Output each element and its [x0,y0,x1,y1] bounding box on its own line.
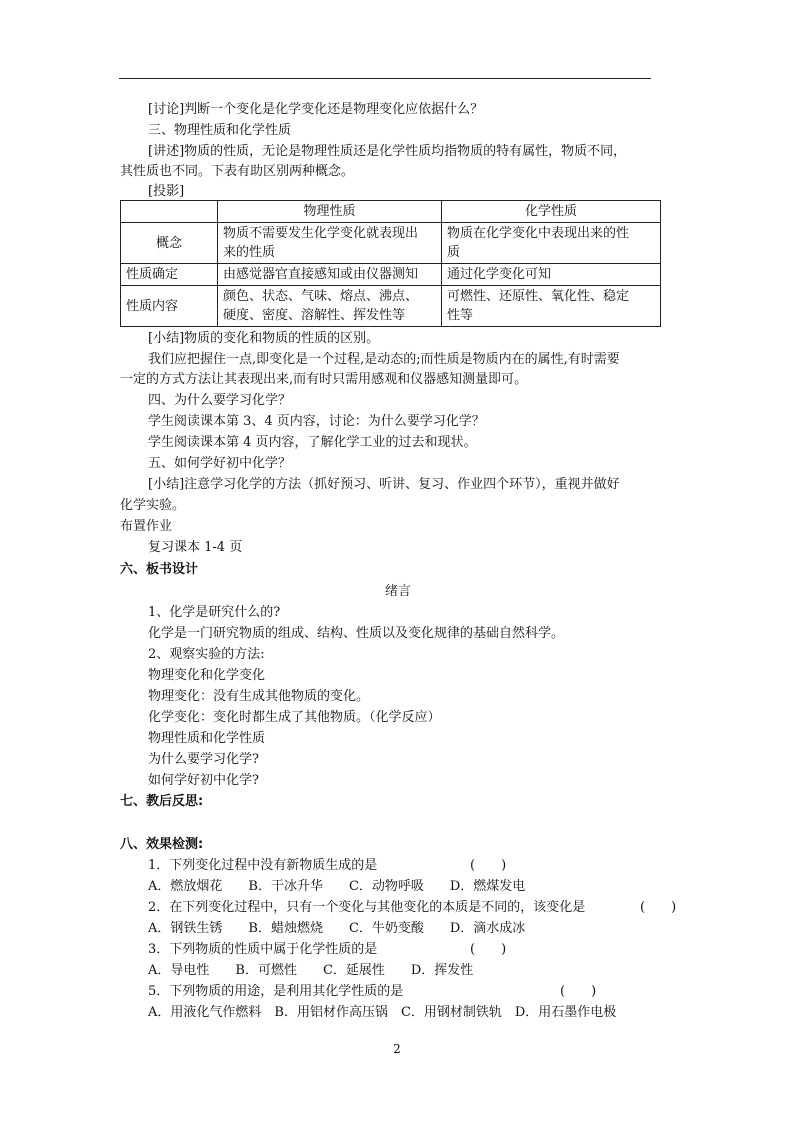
cell-line: 质 [447,245,461,260]
page-number: 2 [393,1042,401,1056]
section-heading-assessment: 八、效果检测: [120,837,204,852]
section-heading-board-design: 六、板书设计 [120,562,199,577]
quiz-line: A．导电性 B．可燃性 C．延展性 D．挥发性 [148,963,474,978]
text-line: [投影] [148,184,185,199]
table-row [121,264,661,286]
text-line: 五、如何学好初中化学？ [148,456,292,471]
quiz-line: 2．在下列变化过程中，只有一个变化与其他变化的本质是不同的，该变化是 [148,900,586,915]
cell-line: 由感觉器官直接感知或由仪器测知 [223,267,419,282]
table-cell [218,286,442,327]
text-line: [小结]物质的变化和物质的性质的区别。 [148,331,380,346]
section-heading-reflection: 七、教后反思: [120,794,204,809]
text-line: [小结]注意学习化学的方法（抓好预习、听讲、复习、作业四个环节），重视并做好 [148,477,620,492]
cell-line: 通过化学变化可知 [447,267,552,282]
quiz-line: ( ) [470,942,507,957]
table-row-label: 性质内容 [121,286,218,327]
text-line: 一定的方式方法让其表现出来,而有时只需用感观和仪器感知测量即可。 [120,372,528,387]
text-line: 三、物理性质和化学性质 [148,123,292,138]
cell-line: 颜色、状态、气味、熔点、沸点、 [223,289,419,304]
board-line: 物理性质和化学性质 [148,731,266,746]
quiz-line: ( ) [470,858,507,873]
table-cell [442,264,661,286]
text-line: [讲述]物质的性质，无论是物理性质还是化学性质均指物质的特有属性，物质不同， [148,144,627,159]
board-line: 2、观察实验的方法: [148,647,265,662]
text-line: [讨论]判断一个变化是化学变化还是物理变化应依据什么？ [148,102,484,117]
table-row [121,223,661,264]
quiz-line: A．用液化气作燃料 B．用铝材作高压锅 C．用钢材制铁轨 D．用石墨作电极 [148,1005,617,1020]
text-line: 复习课本 1-4 页 [148,540,243,555]
quiz-line: ( ) [640,900,677,915]
board-line: 化学是一门研究物质的组成、结构、性质以及变化规律的基础自然科学。 [148,626,565,641]
quiz-line: ( ) [560,984,597,999]
board-line: 化学变化：变化时都生成了其他物质。（化学反应） [148,710,441,725]
table-cell [218,223,442,264]
table-header-cell [121,201,218,223]
table-row [121,286,661,327]
board-line: 1、化学是研究什么的? [148,605,281,620]
text-line: 学生阅读课本第 4 页内容，了解化学工业的过去和现状。 [148,435,477,450]
cell-line: 物质不需要发生化学变化就表现出 [223,226,419,241]
text-line: 其性质也不同。下表有助区别两种概念。 [120,164,355,179]
board-line: 为什么要学习化学? [148,752,259,767]
header-rule [119,78,651,79]
cell-line: 来的性质 [223,245,276,260]
cell-line: 可燃性、还原性、氧化性、稳定 [447,289,630,304]
table-row-label: 性质确定 [121,264,218,286]
table-cell [442,223,661,264]
board-line: 绪言 [385,584,412,599]
table-cell [218,264,442,286]
quiz-line: 5．下列物质的用途，是利用其化学性质的是 [148,984,404,999]
board-line: 如何学好初中化学? [148,773,259,788]
table-header-row [121,201,661,223]
quiz-line: A．燃放烟花 B．干冰升华 C．动物呼吸 D．燃煤发电 [148,879,526,894]
quiz-line: A．钢铁生锈 B．蜡烛燃烧 C．牛奶变酸 D．滴水成冰 [148,921,526,936]
board-line: 物理变化：没有生成其他物质的变化。 [148,689,370,704]
text-line: 布置作业 [120,519,173,534]
cell-line: 物质在化学变化中表现出来的性 [447,226,630,241]
cell-line: 性等 [447,308,474,323]
text-line: 化学实验。 [120,498,186,513]
board-line: 物理变化和化学变化 [148,668,266,683]
quiz-line: 1．下列变化过程中没有新物质生成的是 [148,858,378,873]
table-header-cell: 物理性质 [218,201,442,223]
cell-line: 硬度、密度、溶解性、挥发性等 [223,308,406,323]
table-cell [442,286,661,327]
text-line: 四、为什么要学习化学？ [148,393,292,408]
text-line: 我们应把握住一点,即变化是一个过程,是动态的;而性质是物质内在的属性,有时需要 [148,352,620,367]
quiz-line: 3．下列物质的性质中属于化学性质的是 [148,942,378,957]
table-row-label: 概念 [121,223,218,264]
properties-table [120,200,661,327]
text-line: 学生阅读课本第 3、4 页内容，讨论：为什么要学习化学？ [148,414,485,429]
table-header-cell: 化学性质 [442,201,661,223]
